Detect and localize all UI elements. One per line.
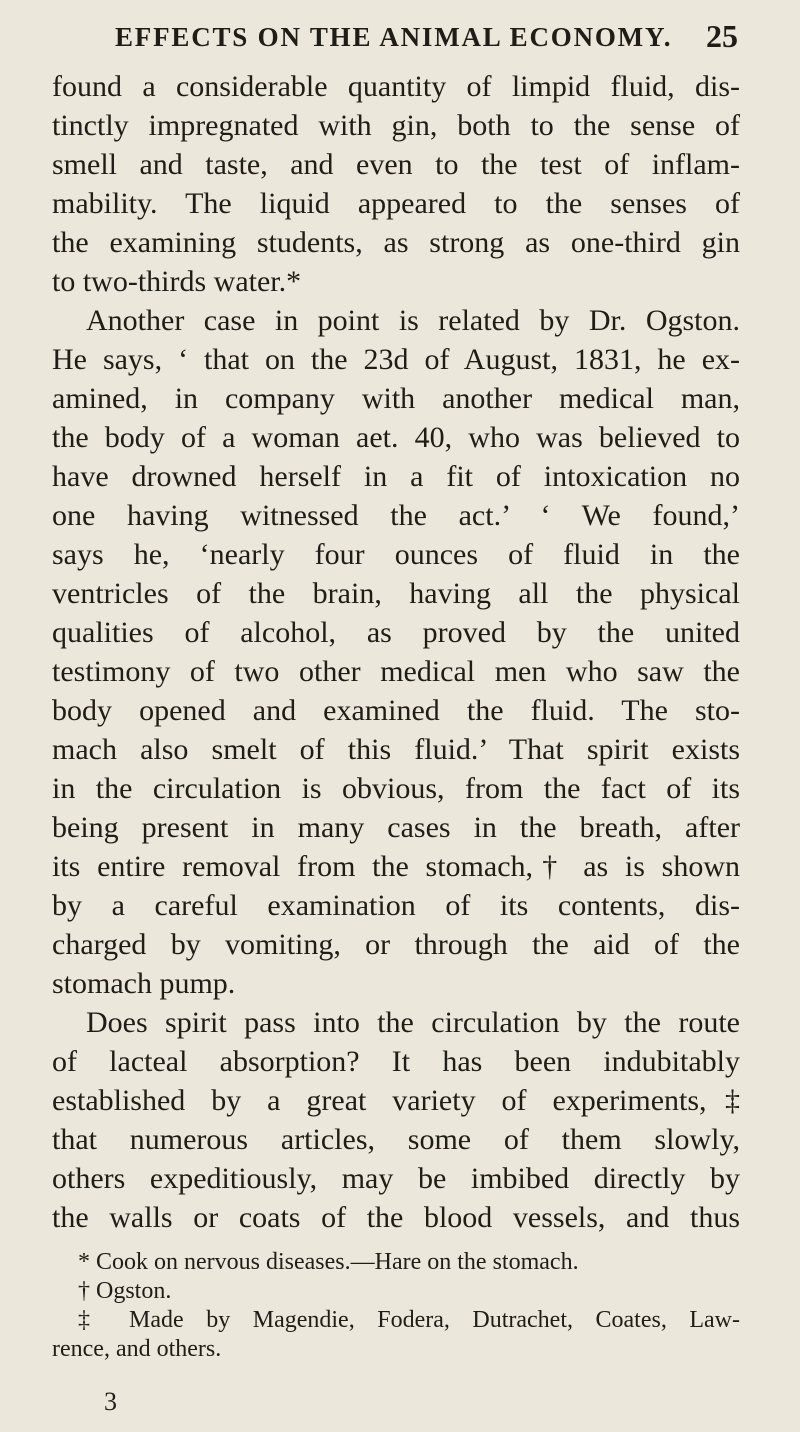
running-title: EFFECTS ON THE ANIMAL ECONOMY. (115, 22, 673, 52)
text-line: Another case in point is related by Dr. Ogston. (86, 304, 740, 337)
text-line: being present in many cases in the breath, after (52, 811, 740, 844)
text-line: tinctly impregnated with gin, both to the sense of (52, 109, 740, 142)
text-line: ventricles of the brain, having all the physical (52, 577, 740, 610)
text-line: smell and taste, and even to the test of inflam- (52, 148, 740, 181)
footnote: † Ogston. (78, 1278, 172, 1304)
text-line: stomach pump. (52, 967, 236, 1000)
footnote: * Cook on nervous diseases.—Hare on the stomach. (78, 1249, 579, 1275)
text-line: body opened and examined the fluid. The sto- (52, 694, 740, 727)
page-number: 25 (706, 18, 738, 54)
text-line: have drowned herself in a fit of intoxication no (52, 460, 740, 493)
text-line: others expeditiously, may be imbibed directly by (52, 1162, 740, 1195)
text-line: says he, ‘nearly four ounces of fluid in the (52, 538, 740, 571)
text-line: to two-thirds water.* (52, 265, 302, 298)
text-line: found a considerable quantity of limpid fluid, dis- (52, 70, 740, 103)
text-line: of lacteal absorption? It has been indubitably (52, 1045, 740, 1078)
text-line: He says, ‘ that on the 23d of August, 1831, he ex- (52, 343, 740, 376)
text-line: Does spirit pass into the circulation by the route (86, 1006, 740, 1039)
text-line: in the circulation is obvious, from the fact of its (52, 772, 740, 805)
text-line: by a careful examination of its contents, dis- (52, 889, 740, 922)
text-line: that numerous articles, some of them slowly, (52, 1123, 740, 1156)
text-line: charged by vomiting, or through the aid of the (52, 928, 740, 961)
text-line: its entire removal from the stomach,† as is shown (52, 850, 740, 883)
footnote: rence, and others. (52, 1336, 222, 1362)
text-line: the examining students, as strong as one-third gin (52, 226, 740, 259)
text-line: mach also smelt of this fluid.’ That spirit exists (52, 733, 740, 766)
text-line: testimony of two other medical men who saw the (52, 655, 740, 688)
text-line: mability. The liquid appeared to the senses of (52, 187, 740, 220)
footnote: ‡ Made by Magendie, Fodera, Dutrachet, Coates, Law- (78, 1307, 740, 1333)
body-text (52, 67, 740, 1237)
text-line: one having witnessed the act.’ ‘ We found,’ (52, 499, 740, 532)
text-line: the walls or coats of the blood vessels, and thus (52, 1201, 740, 1234)
text-line: established by a great variety of experiments,‡ (52, 1084, 740, 1117)
text-line: the body of a woman aet. 40, who was believed to (52, 421, 740, 454)
footnotes (52, 1248, 740, 1364)
running-header (115, 18, 738, 62)
text-line: amined, in company with another medical man, (52, 382, 740, 415)
signature-mark: 3 (104, 1387, 117, 1416)
text-line: qualities of alcohol, as proved by the united (52, 616, 740, 649)
